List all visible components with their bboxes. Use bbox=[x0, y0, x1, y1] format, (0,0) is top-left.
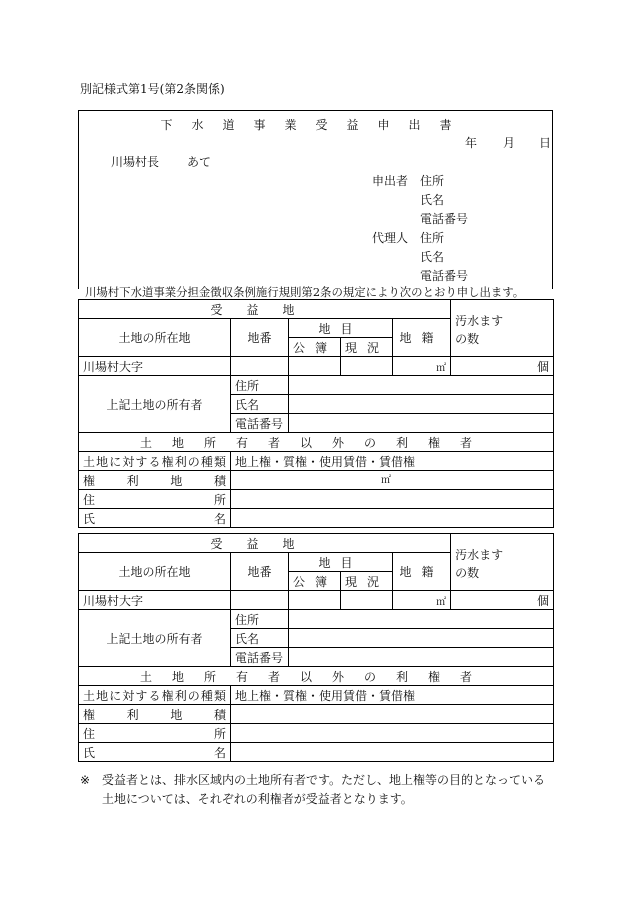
land-category-header: 地目 bbox=[289, 319, 393, 338]
lot-number-field[interactable] bbox=[231, 357, 289, 376]
holder-address-label: 住所 bbox=[79, 724, 231, 743]
application-header bbox=[78, 110, 553, 299]
current-header: 現況 bbox=[341, 572, 393, 591]
owner-label: 上記土地の所有者 bbox=[79, 376, 231, 433]
official-header: 公簿 bbox=[289, 572, 341, 591]
right-type-label: 土地に対する権利の種類 bbox=[79, 452, 231, 471]
applicant-address: 住所 bbox=[420, 174, 445, 188]
location-header: 土地の所在地 bbox=[79, 319, 231, 357]
right-type-value: 地上権・質権・使用賃借・賃借権 bbox=[231, 686, 554, 705]
owner-name-label: 氏名 bbox=[231, 629, 289, 648]
owner-name-label: 氏名 bbox=[231, 395, 289, 414]
benefit-land-header: 受益地 bbox=[79, 534, 451, 553]
benefit-table-2 bbox=[78, 533, 554, 762]
count-unit: 個 bbox=[451, 357, 554, 376]
right-area-unit: ㎡ bbox=[231, 471, 554, 490]
other-rights-header: 土地所有者以外の利権者 bbox=[79, 667, 554, 686]
owner-label: 上記土地の所有者 bbox=[79, 610, 231, 667]
right-area-field[interactable] bbox=[231, 705, 554, 724]
addressee-name: 川場村長 bbox=[111, 155, 160, 169]
owner-name-field[interactable] bbox=[289, 395, 554, 414]
note-text: 受益者とは、排水区域内の土地所有者です。ただし、地上権等の目的となっている土地については、それぞれの利権者が受益者となります。 bbox=[102, 773, 546, 806]
right-area-label: 権利地積 bbox=[79, 705, 231, 724]
right-type-label: 土地に対する権利の種類 bbox=[79, 686, 231, 705]
current-field[interactable] bbox=[341, 591, 393, 610]
owner-address-label: 住所 bbox=[231, 376, 289, 395]
current-header: 現況 bbox=[341, 338, 393, 357]
benefit-land-header: 受益地 bbox=[79, 300, 451, 319]
lot-number-header: 地番 bbox=[231, 319, 289, 357]
agent-address: 住所 bbox=[420, 231, 445, 245]
footnote bbox=[80, 771, 556, 809]
date-day: 日 bbox=[539, 136, 552, 150]
area-header: 地籍 bbox=[393, 319, 451, 357]
lot-number-header: 地番 bbox=[231, 553, 289, 591]
agent-label: 代理人 bbox=[372, 231, 409, 245]
current-field[interactable] bbox=[341, 357, 393, 376]
other-rights-header: 土地所有者以外の利権者 bbox=[79, 433, 554, 452]
form-label: 別記様式第1号(第2条関係) bbox=[80, 82, 225, 96]
holder-address-field[interactable] bbox=[231, 724, 554, 743]
owner-phone-label: 電話番号 bbox=[231, 414, 289, 433]
count-unit: 個 bbox=[451, 591, 554, 610]
owner-name-field[interactable] bbox=[289, 629, 554, 648]
owner-phone-field[interactable] bbox=[289, 648, 554, 667]
village-cell: 川場村大字 bbox=[79, 591, 231, 610]
note-mark: ※ bbox=[80, 773, 91, 787]
agent-name: 氏名 bbox=[420, 250, 445, 264]
applicant-phone: 電話番号 bbox=[420, 212, 469, 226]
owner-phone-field[interactable] bbox=[289, 414, 554, 433]
right-type-value: 地上権・質権・使用賃借・賃借権 bbox=[231, 452, 554, 471]
holder-address-field[interactable] bbox=[231, 490, 554, 509]
form-title: 下水道事業受益申出書 bbox=[160, 118, 471, 132]
applicant-label: 申出者 bbox=[372, 174, 409, 188]
lot-number-field[interactable] bbox=[231, 591, 289, 610]
holder-name-field[interactable] bbox=[231, 509, 554, 528]
benefit-table-1 bbox=[78, 299, 554, 528]
addressee-suffix: あて bbox=[187, 155, 212, 169]
sewage-count-header: 汚水ます の数 bbox=[451, 300, 554, 357]
area-header: 地籍 bbox=[393, 553, 451, 591]
holder-name-label: 氏名 bbox=[79, 509, 231, 528]
owner-address-field[interactable] bbox=[289, 610, 554, 629]
addressee bbox=[111, 156, 211, 168]
right-area-label: 権利地積 bbox=[79, 471, 231, 490]
area-unit: ㎡ bbox=[393, 357, 451, 376]
official-field[interactable] bbox=[289, 591, 341, 610]
sewage-count-header: 汚水ます の数 bbox=[451, 534, 554, 591]
agent-phone: 電話番号 bbox=[420, 269, 469, 283]
official-header: 公簿 bbox=[289, 338, 341, 357]
holder-name-field[interactable] bbox=[231, 743, 554, 762]
official-field[interactable] bbox=[289, 357, 341, 376]
holder-name-label: 氏名 bbox=[79, 743, 231, 762]
owner-address-field[interactable] bbox=[289, 376, 554, 395]
area-unit: ㎡ bbox=[393, 591, 451, 610]
land-category-header: 地目 bbox=[289, 553, 393, 572]
location-header: 土地の所在地 bbox=[79, 553, 231, 591]
applicant-name: 氏名 bbox=[420, 193, 445, 207]
date-year: 年 bbox=[465, 136, 478, 150]
statement: 川場村下水道事業分担金徴収条例施行規則第2条の規定により次のとおり申し出ます。 bbox=[85, 285, 525, 299]
date-month: 月 bbox=[503, 136, 516, 150]
holder-address-label: 住所 bbox=[79, 490, 231, 509]
owner-address-label: 住所 bbox=[231, 610, 289, 629]
owner-phone-label: 電話番号 bbox=[231, 648, 289, 667]
village-cell: 川場村大字 bbox=[79, 357, 231, 376]
